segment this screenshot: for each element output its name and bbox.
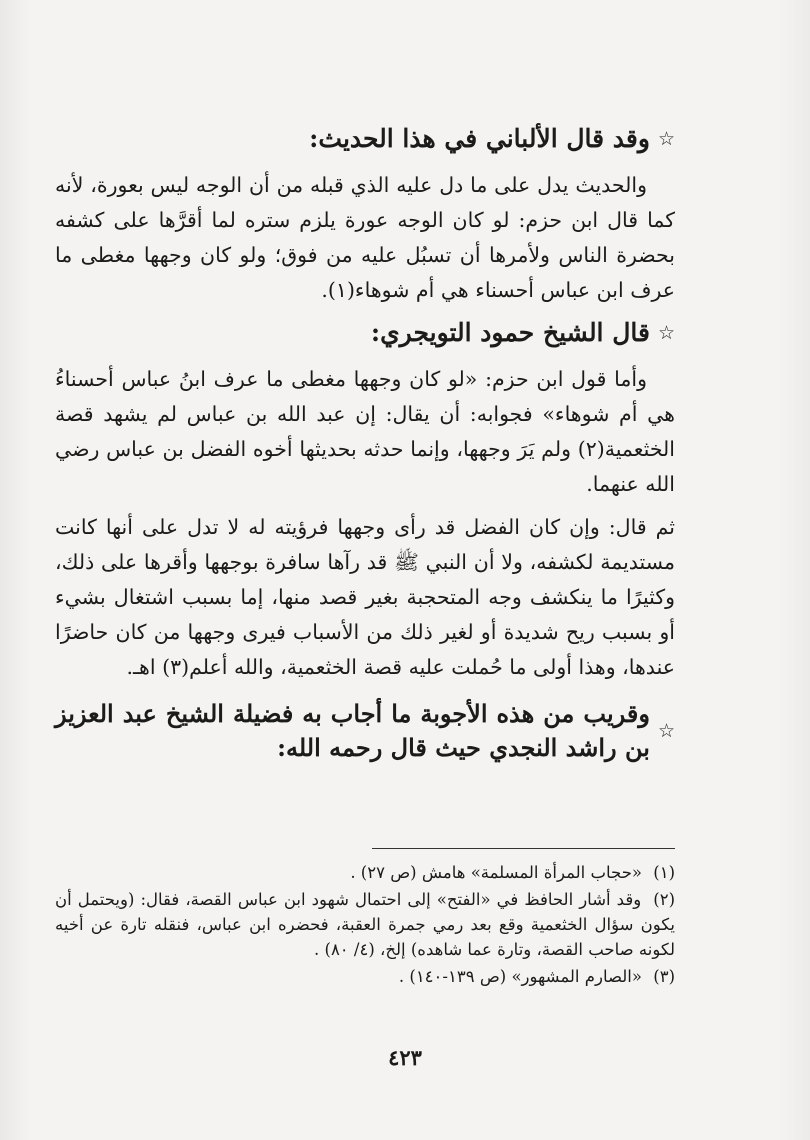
footnote-divider <box>372 848 675 849</box>
paragraph: والحديث يدل على ما دل عليه الذي قبله من أن الوجه ليس بعورة، لأنه كما قال ابن حزم: لو كان الوجه عورة يلزم ستره لما أقرَّها على كشفه بحضرة الناس ولأمرها أن تسبُل عليه من فوق؛ ولو كان وجهها مغطى ما عرف ابن عباس أحسناء هي أم شوهاء(١). <box>55 173 675 302</box>
paragraph: ثم قال: وإن كان الفضل قد رأى وجهها فرؤيته له لا تدل على أنها كانت مستديمة لكشفه، ولا أن النبي ﷺ قد رآها سافرة بوجهها وأقرها على ذلك، وكثيرًا ما ينكشف وجه المتحجبة بغير قصد منها، إما بسبب اشتغال بشيء أو بسبب ريح شديدة أو لغير ذلك من الأسباب فيرى وجهها من كان حاضرًا عندها، وهذا أولى ما حُملت عليه قصة الخثعمية، والله أعلم(٣) اهـ. <box>55 515 675 679</box>
page-number: ٤٢٣ <box>388 1045 422 1070</box>
heading-text: وقد قال الألباني في هذا الحديث: <box>309 124 650 153</box>
paragraph: وأما قول ابن حزم: «لو كان وجهها مغطى ما عرف ابنُ عباس أحسناءُ هي أم شوهاء» فجوابه: أن يقال: إن عبد الله بن عباس لم يشهد قصة الخثعمية(٢) ولم يَرَ وجهها، وإنما حدثه بحديثها أخوه الفضل بن عباس رضي الله عنهما. <box>55 367 675 496</box>
footnote-number: (١) <box>653 863 675 882</box>
footnote-1 <box>55 860 675 885</box>
footnote-text: «الصارم المشهور» (ص ١٣٩-١٤٠) . <box>398 967 642 986</box>
section-heading-tuwaijri <box>55 316 675 350</box>
star-icon: ☆ <box>657 720 675 742</box>
footnote-number: (٣) <box>653 967 675 986</box>
star-icon: ☆ <box>657 128 675 150</box>
heading-text: قال الشيخ حمود التويجري: <box>370 318 650 347</box>
footnotes <box>55 860 675 991</box>
footnote-2 <box>55 887 675 962</box>
section-heading-najdi <box>55 697 675 765</box>
footnote-text: وقد أشار الحافظ في «الفتح» إلى احتمال شهود ابن عباس القصة، فقال: (ويحتمل أن يكون سؤال الخثعمية وقع بعد رمي جمرة العقبة، فحضره ابن عباس، فنقله تارة عن أخيه لكونه صاحب القصة، وتارة عما شاهده) إلخ، (٤/ ٨٠) . <box>55 890 675 959</box>
main-text-column <box>55 122 675 777</box>
footnote-3 <box>55 964 675 989</box>
heading-text: وقريب من هذه الأجوبة ما أجاب به فضيلة الشيخ عبد العزيز بن راشد النجدي حيث قال رحمه الله: <box>55 699 650 762</box>
star-icon: ☆ <box>657 322 675 344</box>
section-heading-albani <box>55 122 675 156</box>
footnote-text: «حجاب المرأة المسلمة» هامش (ص ٢٧) . <box>350 863 642 882</box>
footnote-number: (٢) <box>653 890 676 909</box>
